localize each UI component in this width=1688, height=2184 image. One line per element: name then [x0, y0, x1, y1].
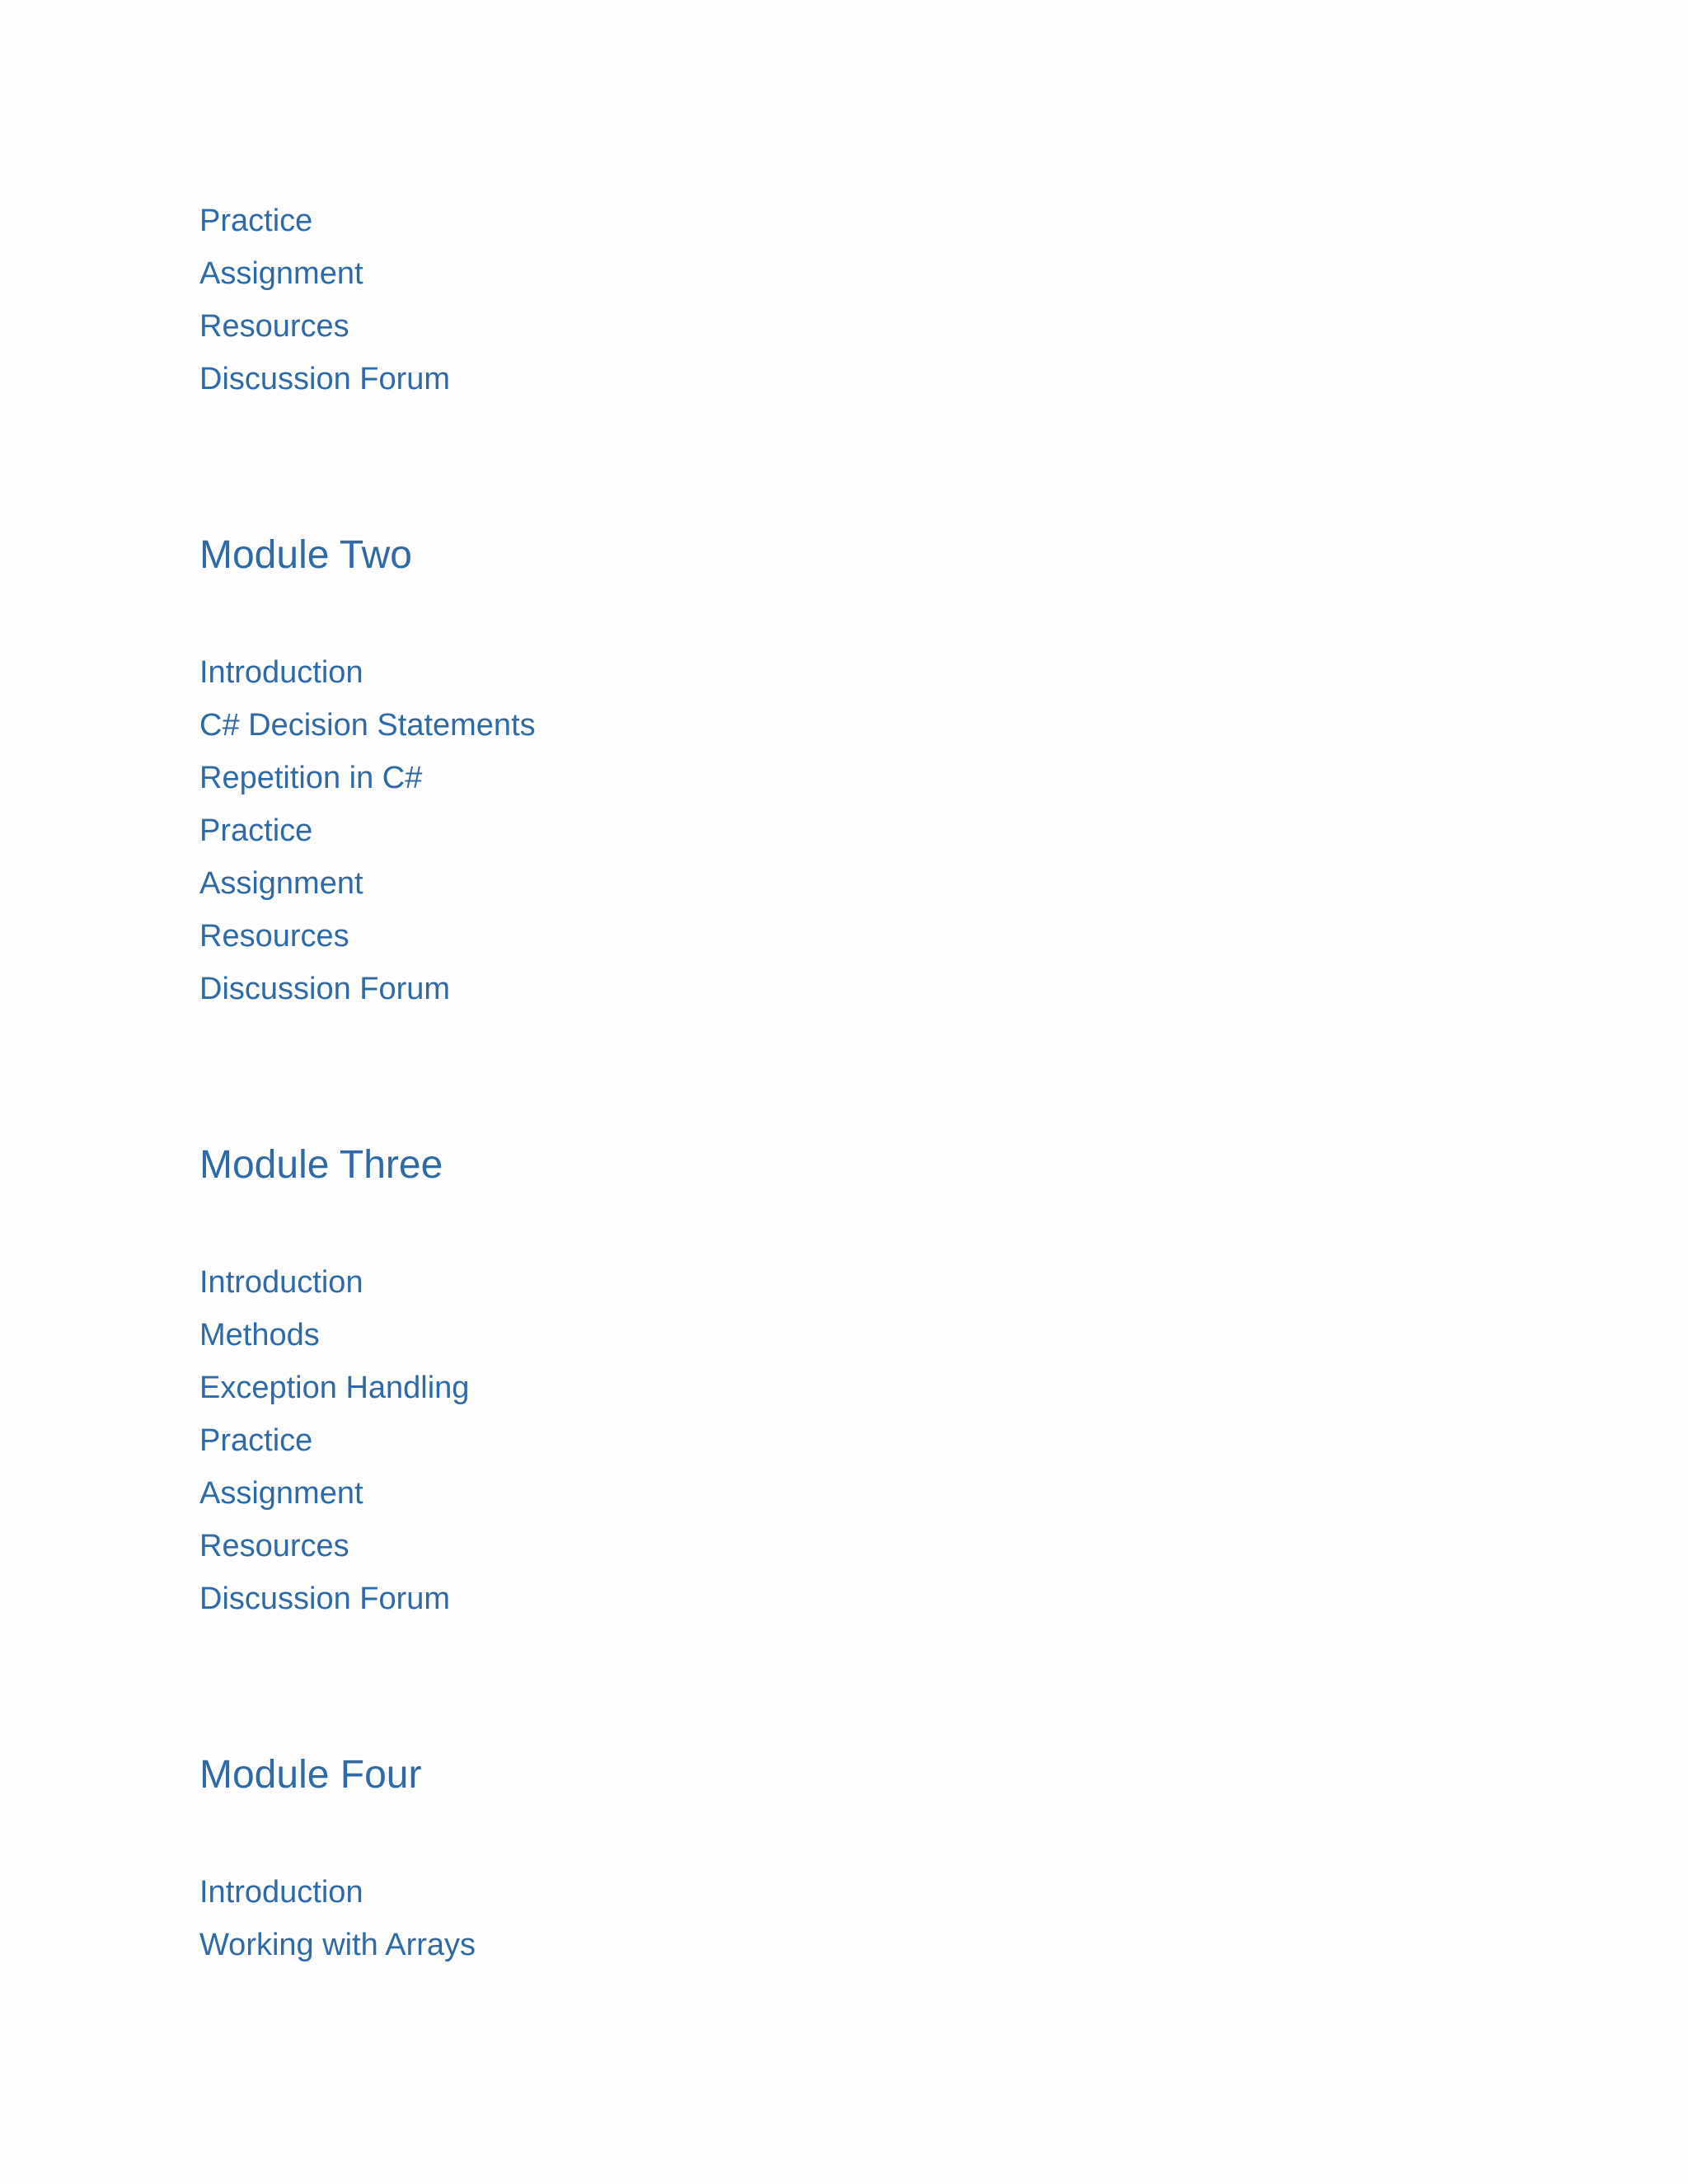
module-one-link-list [199, 194, 450, 405]
link-practice[interactable]: Practice [199, 1423, 313, 1458]
link-introduction[interactable]: Introduction [199, 655, 363, 690]
link-practice[interactable]: Practice [199, 813, 313, 848]
link-methods[interactable]: Methods [199, 1318, 320, 1352]
link-repetition[interactable]: Repetition in C# [199, 761, 423, 795]
link-practice[interactable]: Practice [199, 204, 313, 238]
module-three-heading: Module Three [199, 1143, 443, 1187]
link-exception-handling[interactable]: Exception Handling [199, 1371, 470, 1405]
module-three-link-list [199, 1256, 469, 1625]
link-assignment[interactable]: Assignment [199, 256, 363, 291]
link-resources[interactable]: Resources [199, 1529, 349, 1563]
link-introduction[interactable]: Introduction [199, 1265, 363, 1300]
link-resources[interactable]: Resources [199, 919, 349, 954]
module-two-heading: Module Two [199, 533, 412, 577]
module-four-link-list [199, 1866, 476, 1971]
module-two-link-list [199, 646, 536, 1015]
link-decision-statements[interactable]: C# Decision Statements [199, 708, 536, 743]
link-assignment[interactable]: Assignment [199, 866, 363, 901]
link-discussion-forum[interactable]: Discussion Forum [199, 362, 451, 396]
module-four-heading: Module Four [199, 1753, 422, 1797]
link-introduction[interactable]: Introduction [199, 1875, 363, 1910]
link-resources[interactable]: Resources [199, 309, 349, 344]
link-discussion-forum[interactable]: Discussion Forum [199, 972, 451, 1006]
link-working-with-arrays[interactable]: Working with Arrays [199, 1928, 476, 1962]
link-assignment[interactable]: Assignment [199, 1476, 363, 1511]
link-discussion-forum[interactable]: Discussion Forum [199, 1582, 451, 1616]
